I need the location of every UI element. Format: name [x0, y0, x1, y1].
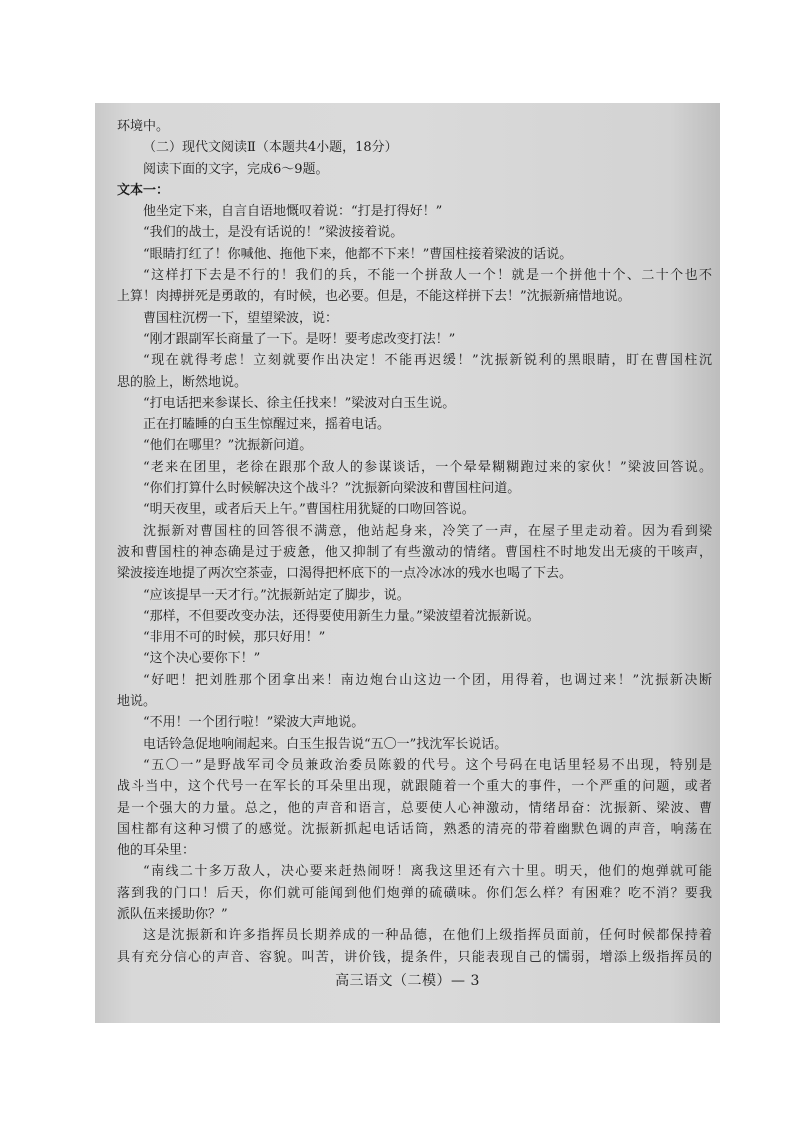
passage-line: 梁波接连地提了两次空茶壶，口渴得把杯底下的一点冷冰冰的残水也喝了下去。: [117, 566, 573, 582]
passage-line: 具有充分信心的声音、容貌。叫苦，讲价钱，提条件，只能表现自己的懦弱，增添上级指挥员的: [117, 949, 712, 965]
passage-line: “非用不可的时候，那只好用！”: [143, 630, 326, 646]
passage-line: “应该提早一天才行。”沈振新站定了脚步，说。: [143, 587, 410, 603]
passage-line: 正在打瞌睡的白玉生惊醒过来，摇着电话。: [143, 417, 391, 433]
passage-line: 落到我的门口！后天，你们就可能闻到他们炮弹的硫磺味。你们怎么样？有困难？吃不消？要我: [117, 885, 712, 901]
passage-line: 曹国柱沉楞一下，望望梁波，说：: [143, 310, 339, 326]
passage-line: 波和曹国柱的神态确是过于疲惫，他又抑制了有些激动的情绪。曹国柱不时地发出无痰的干咳声，: [117, 544, 712, 560]
passage-line: 电话铃急促地响闹起来。白玉生报告说“五〇一”找沈军长说话。: [143, 736, 508, 752]
passage-line: 上算！肉搏拼死是勇敢的，有时候，也必要。但是，不能这样拼下去！”沈振新痛惜地说。: [117, 289, 631, 305]
passage-line: “打电话把来参谋长、徐主任找来！”梁波对白玉生说。: [143, 395, 456, 411]
passage-line: “明天夜里，或者后天上午。”曹国柱用犹疑的口吻回答说。: [143, 502, 475, 518]
passage-line: “那样，不但要改变办法，还得要使用新生力量。”梁波望着沈振新说。: [143, 608, 540, 624]
passage-line: “五〇一”是野战军司令员兼政治委员陈毅的代号。这个号码在电话里轻易不出现，特别是: [143, 757, 712, 773]
passage-line: 国柱都有这种习惯了的感觉。沈振新抓起电话话筒，熟悉的清亮的带着幽默色调的声音，响荡在: [117, 821, 712, 837]
passage-line: “南线二十多万敌人，决心要来赶热闹呀！离我这里还有六十里。明天，他们的炮弹就可能: [143, 864, 712, 880]
passage-line: “眼睛打红了！你喊他、拖他下来，他都不下来！”曹国柱接着梁波的话说。: [143, 246, 573, 262]
passage-line: 文本一：: [117, 182, 170, 198]
passage-line: “这个决心要你下！”: [143, 651, 261, 667]
page-footer: 高三语文（二模）— 3: [335, 973, 480, 989]
passage-line: 阅读下面的文字，完成6～9题。: [143, 161, 329, 177]
passage-line: “刚才跟副军长商量了一下。是呀！要考虑改变打法！”: [143, 331, 456, 347]
passage-line: 他坐定下来，自言自语地慨叹着说：“打是打得好！”: [143, 204, 443, 220]
passage-line: 是一个强大的力量。总之，他的声音和语言，总要使人心神激动，情绪昂奋：沈振新、梁波、曹: [117, 800, 712, 816]
exam-page: [95, 103, 720, 1023]
passage-line: “我们的战士，是没有话说的！”梁波接着说。: [143, 225, 404, 241]
passage-line: 战斗当中，这个代号一在军长的耳朵里出现，就跟随着一个重大的事件，一个严重的问题，或者: [117, 779, 712, 795]
reading-passage: [117, 116, 712, 968]
passage-line: 思的脸上，断然地说。: [117, 374, 248, 390]
passage-line: 地说。: [117, 694, 157, 710]
passage-line: 他的耳朵里：: [117, 843, 196, 859]
passage-line: “他们在哪里？”沈振新问道。: [143, 438, 313, 454]
passage-line: “不用！一个团行啦！”梁波大声地说。: [143, 715, 365, 731]
passage-line: “好吧！把刘胜那个团拿出来！南边炮台山这边一个团，用得着，也调过来！”沈振新决断: [143, 672, 712, 688]
passage-line: 这是沈振新和许多指挥员长期养成的一种品德，在他们上级指挥员面前，任何时候都保持着: [143, 928, 712, 944]
passage-line: 环境中。: [117, 119, 170, 134]
passage-line: “老来在团里，老徐在跟那个敌人的参谋谈话，一个晕晕糊糊跑过来的家伙！”梁波回答说。: [143, 459, 712, 475]
passage-line: （二）现代文阅读Ⅱ（本题共4小题，18分）: [143, 140, 398, 156]
passage-line: 沈振新对曹国柱的回答很不满意，他站起身来，冷笑了一声，在屋子里走动着。因为看到梁: [143, 523, 712, 539]
passage-line: “这样打下去是不行的！我们的兵，不能一个拼敌人一个！就是一个拼他十个、二十个也不: [143, 268, 712, 284]
passage-line: 派队伍来援助你？”: [117, 906, 228, 922]
passage-line: “你们打算什么时候解决这个战斗？”沈振新向梁波和曹国柱问道。: [143, 481, 521, 497]
passage-line: “现在就得考虑！立刻就要作出决定！不能再迟缓！”沈振新锐利的黑眼睛，盯在曹国柱沉: [143, 353, 712, 369]
